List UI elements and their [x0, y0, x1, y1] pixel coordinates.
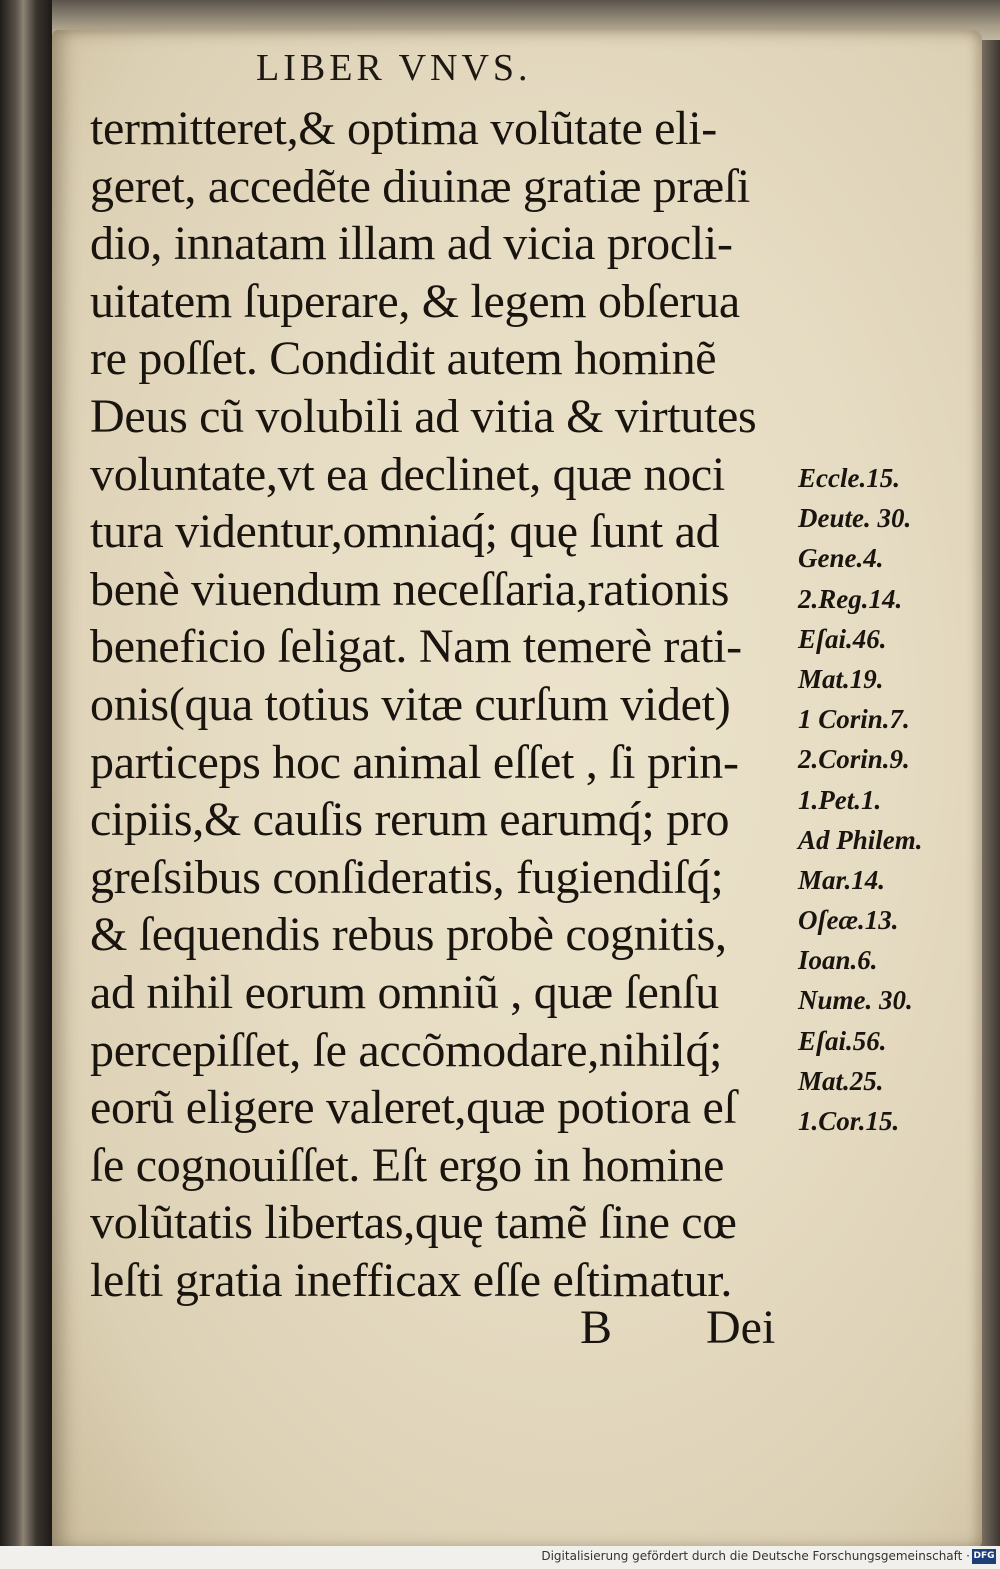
marginal-note: 1 Corin.7. — [798, 704, 910, 735]
text-line: tura videntur,omniaq́; quę ſunt ad — [90, 505, 720, 559]
running-head: LIBER VNVS. — [256, 47, 532, 89]
marginal-note: 1.Pet.1. — [798, 784, 882, 815]
marginal-note: Eſai.46. — [798, 623, 887, 654]
text-line: beneficio ſeligat. Nam temerè rati- — [90, 620, 742, 674]
catchline — [0, 1300, 1000, 1360]
marginal-note: Eccle.15. — [798, 463, 900, 493]
text-line: uitatem ſuperare, & legem obſerua — [90, 274, 740, 328]
marginal-note: Oſeæ.13. — [798, 905, 899, 936]
dfg-logo: DFG — [972, 1549, 996, 1564]
text-line: re poſſet. Condidit autem hominẽ — [90, 332, 717, 386]
text-line: dio, innatam illam ad vicia procli- — [90, 217, 733, 271]
marginal-note: 1.Cor.15. — [798, 1106, 900, 1136]
text-line: particeps hoc animal eſſet , ſi prin- — [90, 735, 739, 789]
marginal-note: Eſai.56. — [798, 1025, 887, 1056]
text-line: cipiis,& cauſis rerum earumq́; pro — [90, 793, 730, 847]
text-line: percepiſſet, ſe accõmodare,nihilq́; — [90, 1023, 723, 1077]
marginal-note: 2.Reg.14. — [798, 583, 903, 614]
digitization-credit: Digitalisierung gefördert durch die Deutsche Forschungsgemeinschaft · — [541, 1549, 970, 1563]
catchword: Dei — [706, 1301, 776, 1354]
text-line: onis(qua totius vitæ curſum videt) — [90, 677, 731, 731]
marginal-note: 2.Corin.9. — [798, 744, 910, 775]
marginal-note: Gene.4. — [798, 543, 884, 574]
text-line: volũtatis libertas,quę tamẽ ſine cœ — [90, 1196, 737, 1250]
text-line: ad nihil eorum omniũ , quæ ſenſu — [90, 965, 720, 1019]
marginal-note: Ad Philem. — [798, 824, 923, 855]
text-line: leſti gratia inefficax eſſe eſtimatur. — [90, 1253, 733, 1307]
signature-mark: B — [580, 1301, 613, 1354]
marginal-references — [798, 458, 948, 1141]
text-line: geret, accedẽte diuinæ gratiæ præſi — [90, 159, 750, 213]
marginal-note: Mar.14. — [798, 864, 886, 895]
body-text — [90, 100, 800, 1309]
text-line: benè viuendum neceſſaria,rationis — [90, 562, 730, 616]
text-line: voluntate,vt ea declinet, quæ noci — [90, 447, 725, 501]
text-line: eorũ eligere valeret,quæ potiora eſ — [90, 1081, 737, 1135]
text-line: Deus cũ volubili ad vitia & virtutes — [90, 389, 757, 443]
marginal-note: Ioan.6. — [798, 945, 878, 976]
marginal-note: Mat.25. — [798, 1065, 884, 1096]
marginal-note: Mat.19. — [798, 663, 884, 694]
text-line: greſsibus conſideratis, fugiendiſq́; — [90, 850, 724, 904]
marginal-note: Nume. 30. — [798, 985, 913, 1016]
text-line: ſe cognouiſſet. Eſt ergo in homine — [90, 1138, 725, 1192]
marginal-note: Deute. 30. — [798, 503, 912, 534]
text-line: termitteret,& optima volũtate eli- — [90, 102, 717, 155]
text-line: & ſequendis rebus probè cognitis, — [90, 908, 727, 962]
